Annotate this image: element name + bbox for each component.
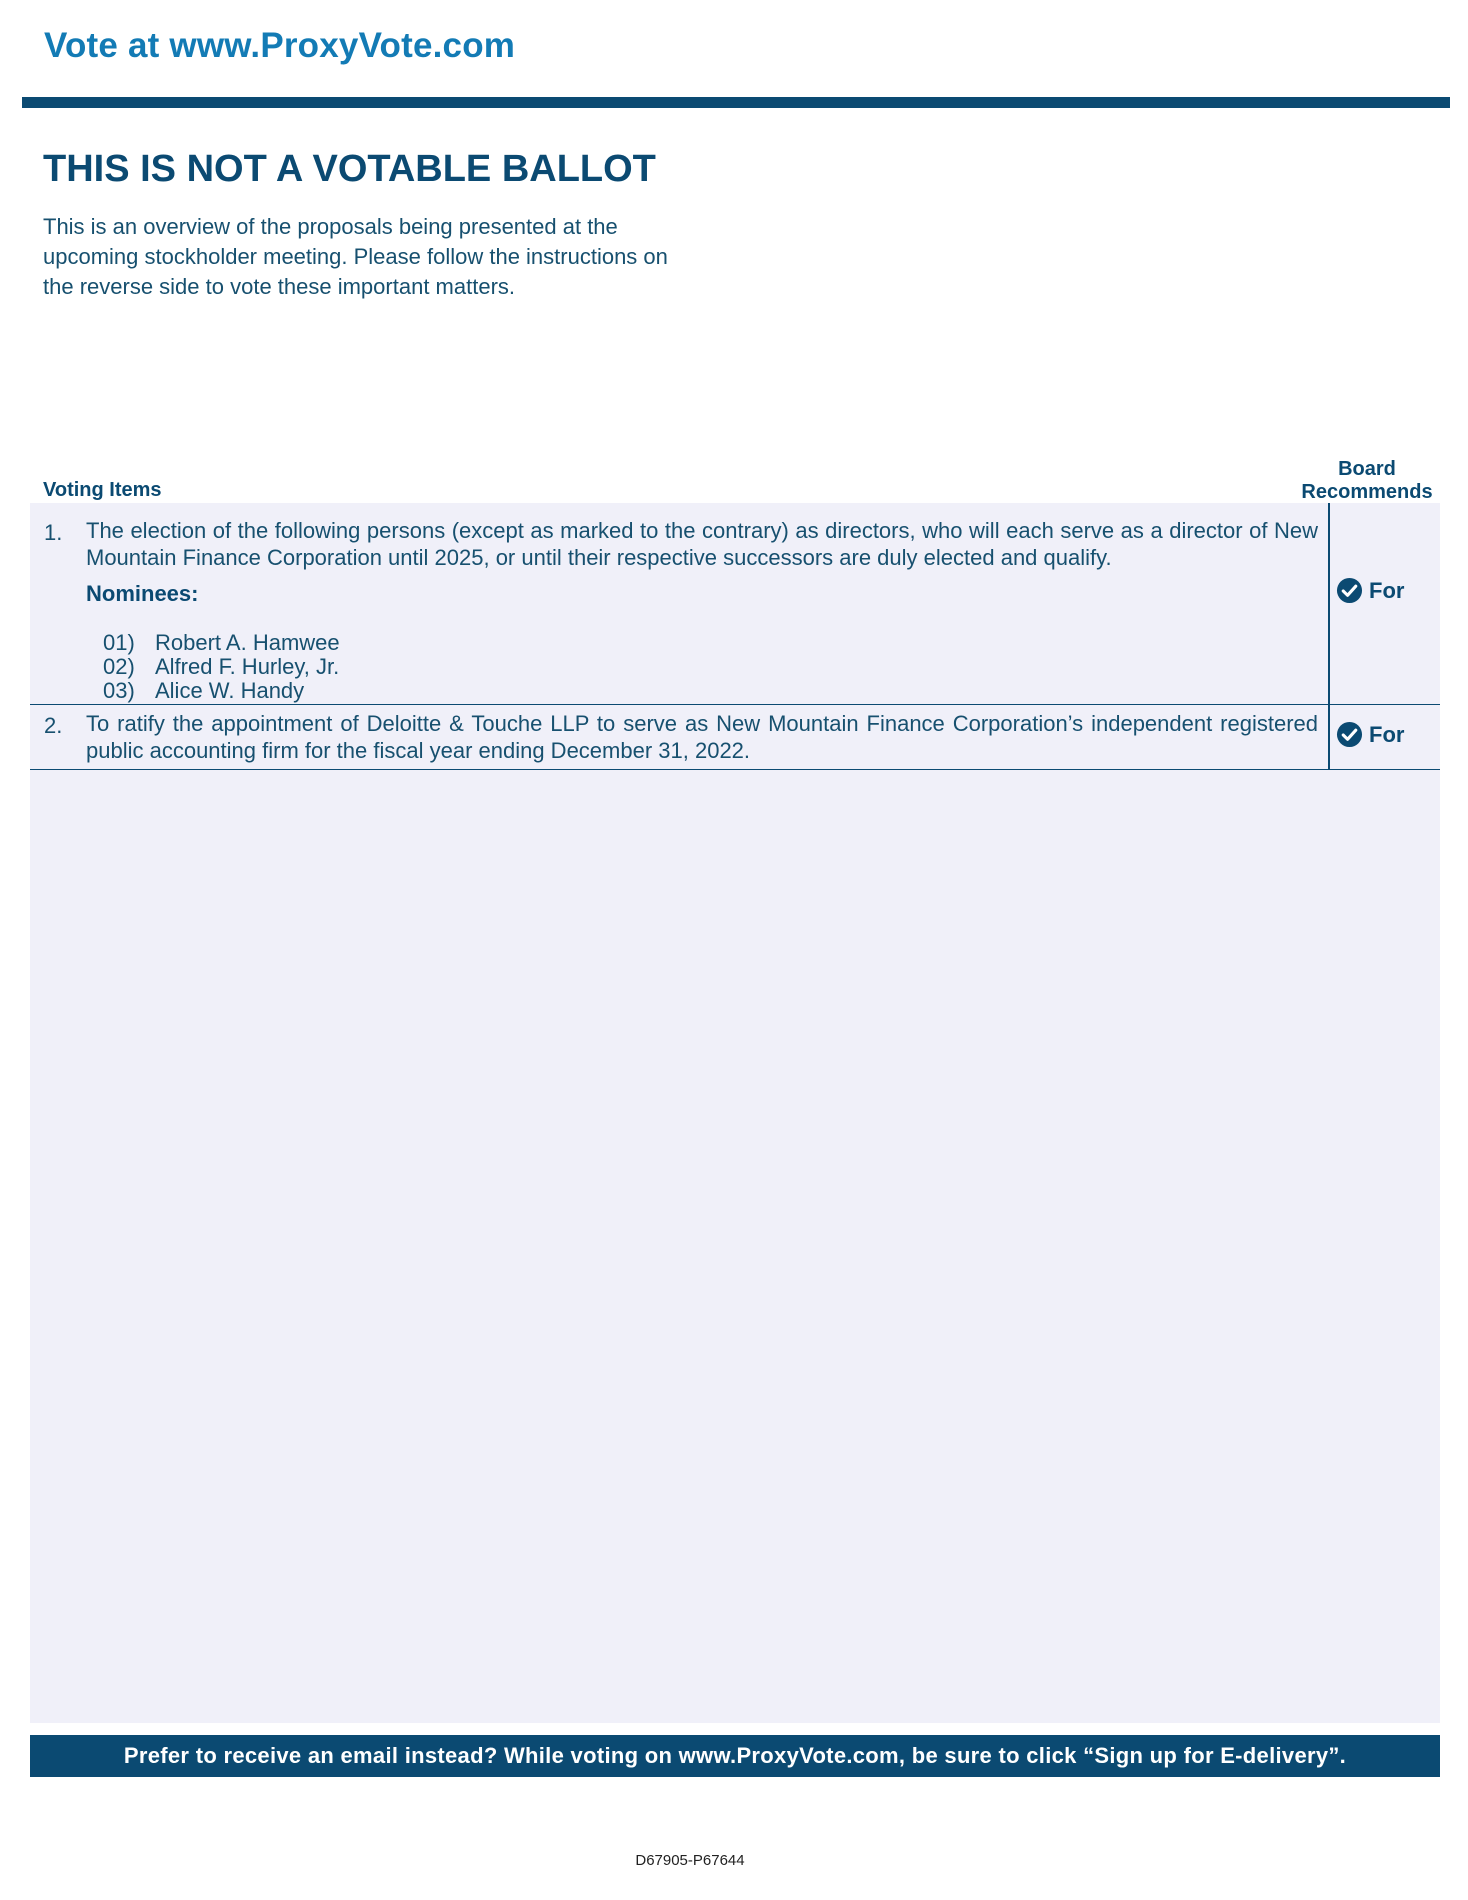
nominee-row — [103, 679, 304, 703]
nominee-name: Alfred F. Hurley, Jr. — [155, 654, 340, 679]
intro-line: This is an overview of the proposals being presented at the — [43, 214, 618, 239]
item-number: 2. — [44, 713, 63, 738]
recommendation-column-divider — [1328, 503, 1330, 704]
check-circle-icon — [1336, 721, 1363, 748]
item-number: 1. — [44, 520, 63, 545]
nominee-number: 01) — [103, 630, 135, 655]
recommendation-column-divider — [1328, 705, 1330, 769]
vote-url-heading: Vote at www.ProxyVote.com — [44, 26, 516, 65]
voting-items-header: Voting Items — [43, 479, 162, 501]
board-header-line: Recommends — [1301, 481, 1433, 503]
intro-line: upcoming stockholder meeting. Please follow the instructions on — [43, 244, 668, 269]
intro-paragraph — [43, 212, 743, 302]
nominee-row — [103, 631, 340, 655]
edelivery-banner: Prefer to receive an email instead? While voting on www.ProxyVote.com, be sure to click “Sign up for E-delivery”. — [30, 1735, 1440, 1777]
board-header-line: Board — [1338, 458, 1396, 480]
nominee-number: 03) — [103, 678, 135, 703]
page-title: THIS IS NOT A VOTABLE BALLOT — [43, 148, 656, 190]
intro-line: the reverse side to vote these important matters. — [43, 274, 516, 299]
board-recommendation — [1336, 721, 1404, 748]
document-code: D67905-P67644 — [635, 1852, 745, 1869]
voting-item-1 — [30, 503, 1440, 705]
nominee-number: 02) — [103, 654, 135, 679]
item-description: To ratify the appointment of Deloitte & Touche LLP to serve as New Mountain Finance Corporation’s independent registered public accounting firm for the fiscal year ending December 31, 2022. — [86, 711, 1318, 763]
nominee-name: Robert A. Hamwee — [155, 630, 340, 655]
item-description: The election of the following persons (except as marked to the contrary) as directors, who will each serve as a director of New Mountain Finance Corporation until 2025, or until their respective successors are duly elected and qualify. — [86, 518, 1318, 570]
nominee-name: Alice W. Handy — [155, 678, 305, 703]
recommendation-label: For — [1369, 577, 1405, 603]
nominees-label: Nominees: — [86, 581, 199, 606]
check-circle-icon — [1336, 577, 1363, 604]
board-recommends-header — [1292, 458, 1442, 504]
board-recommendation — [1336, 577, 1404, 604]
voting-item-2 — [30, 705, 1440, 770]
nominee-row — [103, 655, 339, 679]
header-divider — [22, 97, 1450, 108]
recommendation-label: For — [1369, 721, 1405, 747]
